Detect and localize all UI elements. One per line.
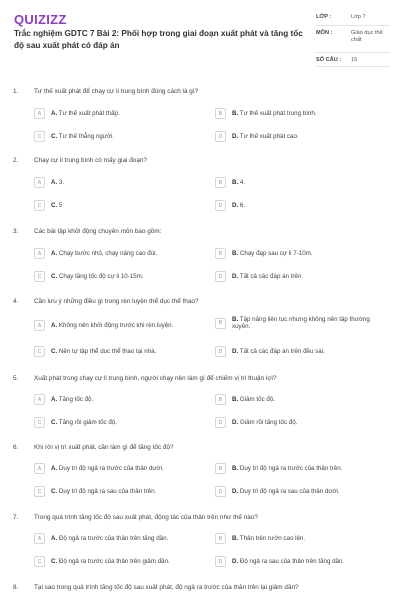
meta-key: LỚP : <box>316 14 332 20</box>
worksheet-header <box>0 0 400 78</box>
option-letter-box[interactable]: B <box>215 533 226 544</box>
option-letter-box[interactable]: D <box>215 556 226 567</box>
option-d[interactable] <box>215 131 385 142</box>
option-content: Tư thế xuất phát thấp. <box>58 109 120 117</box>
option-text <box>51 273 144 280</box>
option-content: Tất cả các đáp án trên đều sai. <box>239 347 325 355</box>
option-label: C. <box>51 132 58 140</box>
option-content: Tư thế xuất phát trung bình. <box>239 109 317 117</box>
option-label: A. <box>51 178 58 186</box>
option-label: C. <box>51 201 58 209</box>
option-b[interactable] <box>215 177 385 188</box>
option-content: Độ ngả ra trước của thân trên giảm dần. <box>58 557 170 565</box>
option-content: 5 <box>58 201 63 209</box>
option-text <box>51 419 117 426</box>
option-label: D. <box>232 347 239 355</box>
question-number: 3. <box>13 228 19 235</box>
option-b[interactable] <box>215 248 385 259</box>
option-letter-box[interactable]: D <box>215 131 226 142</box>
option-label: B. <box>232 395 239 403</box>
option-a[interactable] <box>34 177 204 188</box>
option-c[interactable] <box>34 486 204 497</box>
option-text <box>51 110 120 117</box>
option-b[interactable] <box>215 394 385 405</box>
option-label: C. <box>51 272 58 280</box>
option-content: Tất cả các đáp án trên. <box>239 272 304 280</box>
option-letter-box[interactable]: C <box>34 486 45 497</box>
option-text <box>51 396 93 403</box>
option-letter-box[interactable]: C <box>34 271 45 282</box>
option-letter-box[interactable]: C <box>34 346 45 357</box>
option-content: Tăng rồi giảm tốc độ. <box>58 418 117 426</box>
option-letter-box[interactable]: A <box>34 394 45 405</box>
option-text <box>51 133 114 140</box>
option-label: B. <box>232 534 239 542</box>
option-text <box>232 419 297 426</box>
question-number: 5. <box>13 375 19 382</box>
option-a[interactable] <box>34 108 204 119</box>
option-c[interactable] <box>34 131 204 142</box>
option-letter-box[interactable]: B <box>215 318 226 329</box>
option-label: B. <box>232 464 239 472</box>
option-text <box>51 465 164 472</box>
question-number: 2. <box>13 157 19 164</box>
option-letter-box[interactable]: D <box>215 486 226 497</box>
option-letter-box[interactable]: B <box>215 394 226 405</box>
option-d[interactable] <box>215 556 385 567</box>
option-text <box>232 535 305 542</box>
option-text <box>232 110 317 117</box>
question-number: 4. <box>13 298 19 305</box>
option-letter-box[interactable]: B <box>215 248 226 259</box>
option-text <box>232 396 275 403</box>
option-letter-box[interactable]: C <box>34 200 45 211</box>
option-b[interactable] <box>215 108 385 119</box>
option-content: Duy trì độ ngả ra sau của thân trên. <box>58 487 157 495</box>
option-content: 3. <box>58 178 65 186</box>
option-content: Nên tự tập thể dục thể thao tại nhà. <box>58 347 157 355</box>
option-text <box>51 558 170 565</box>
option-content: Chạy đạp sau cự li 7-10m. <box>239 249 313 257</box>
option-letter-box[interactable]: D <box>215 271 226 282</box>
option-text <box>232 348 325 355</box>
option-text <box>232 273 303 280</box>
option-label: C. <box>51 347 58 355</box>
meta-row-class <box>316 10 390 26</box>
option-text <box>232 465 342 472</box>
option-text <box>232 316 382 331</box>
question-text: Tại sao trong quá trình tăng tốc độ sau xuất phát, độ ngả ra trước của thân trên lại giảm dần? <box>34 584 299 591</box>
option-text <box>51 250 157 257</box>
meta-value: Lớp 7 <box>351 14 366 20</box>
meta-row-subject <box>316 26 390 53</box>
option-content: 6. <box>239 201 246 209</box>
question-text: Các bài tập khởi động chuyên môn bao gồm: <box>34 228 162 235</box>
option-letter-box[interactable]: B <box>215 463 226 474</box>
option-content: Thân trên rướn cao lên. <box>239 534 306 542</box>
option-c[interactable] <box>34 271 204 282</box>
option-text <box>232 202 245 209</box>
option-label: D. <box>232 201 239 209</box>
option-d[interactable] <box>215 486 385 497</box>
option-letter-box[interactable]: D <box>215 200 226 211</box>
meta-key: SỐ CÂU : <box>316 57 342 63</box>
option-letter-box[interactable]: A <box>34 177 45 188</box>
question-text: Trong quá trình tăng tốc độ sau xuất phát, động tác của thân trên như thế nào? <box>34 514 258 521</box>
option-b[interactable] <box>215 316 385 331</box>
option-letter-box[interactable]: B <box>215 108 226 119</box>
option-label: D. <box>232 272 239 280</box>
question-text: Khi rời vị trí xuất phát, cần làm gì để tăng tốc độ? <box>34 444 174 451</box>
option-c[interactable] <box>34 417 204 428</box>
option-a[interactable] <box>34 320 204 331</box>
option-letter-box[interactable]: A <box>34 533 45 544</box>
option-a[interactable] <box>34 463 204 474</box>
option-a[interactable] <box>34 248 204 259</box>
option-text <box>232 179 245 186</box>
meta-value: Giáo dục thể chất <box>351 30 383 43</box>
option-text <box>51 348 156 355</box>
option-text <box>51 179 64 186</box>
option-text <box>51 488 156 495</box>
option-letter-box[interactable]: A <box>34 248 45 259</box>
option-letter-box[interactable]: A <box>34 463 45 474</box>
option-c[interactable] <box>34 200 204 211</box>
option-content: Duy trì độ ngả ra trước của thân trên. <box>239 464 343 472</box>
option-d[interactable] <box>215 417 385 428</box>
worksheet-title: Trắc nghiệm GDTC 7 Bài 2: Phối hợp trong giai đoạn xuất phát và tăng tốc độ sau xuất phát có đáp án <box>14 29 303 50</box>
option-content: Giảm tốc độ. <box>239 395 275 403</box>
option-label: A. <box>51 534 58 542</box>
option-content: Tư thế thẳng người. <box>58 132 115 140</box>
question-number: 8. <box>13 584 19 591</box>
meta-key: MÔN : <box>316 30 333 36</box>
option-label: D. <box>232 132 239 140</box>
option-text <box>51 535 168 542</box>
option-content: Độ ngả ra trước của thân trên tăng dần. <box>58 534 169 542</box>
option-letter-box[interactable]: B <box>215 177 226 188</box>
option-b[interactable] <box>215 533 385 544</box>
question-text: Tư thế xuất phát để chạy cự li trung bình đúng cách là gì? <box>34 88 199 95</box>
option-letter-box[interactable]: D <box>215 346 226 357</box>
option-c[interactable] <box>34 346 204 357</box>
option-b[interactable] <box>215 463 385 474</box>
option-content: Tư thế xuất phát cao. <box>239 132 299 140</box>
option-content: Tập nâng liên tục nhưng không nên tập thường xuyên. <box>232 316 370 331</box>
option-text <box>232 488 340 495</box>
option-label: D. <box>232 557 239 565</box>
question-number: 7. <box>13 514 19 521</box>
option-letter-box[interactable]: C <box>34 556 45 567</box>
option-text <box>232 250 313 257</box>
option-label: D. <box>232 487 239 495</box>
option-text <box>51 202 62 209</box>
question-number: 6. <box>13 444 19 451</box>
option-label: B. <box>232 249 239 257</box>
option-label: C. <box>51 557 58 565</box>
option-content: Chạy tăng tốc độ cự li 10-15m. <box>58 272 144 280</box>
option-letter-box[interactable]: D <box>215 417 226 428</box>
option-content: Giảm rồi tăng tốc độ. <box>239 418 298 426</box>
option-label: D. <box>232 418 239 426</box>
option-content: Duy trì độ ngả ra trước của thân dưới. <box>58 464 164 472</box>
question-text: Xuất phát trong chạy cự li trung bình, người chạy nên làm gì để chiếm vị trí thuận lợi? <box>34 375 277 382</box>
option-label: B. <box>232 109 239 117</box>
option-label: A. <box>51 109 58 117</box>
worksheet-meta-table <box>316 10 390 67</box>
option-label: C. <box>51 487 58 495</box>
option-d[interactable] <box>215 271 385 282</box>
option-label: A. <box>51 321 58 329</box>
option-d[interactable] <box>215 200 385 211</box>
option-content: Tăng tốc độ. <box>58 395 94 403</box>
option-content: Độ ngả ra sau của thân trên tăng dần. <box>239 557 345 565</box>
option-content: Chạy bước nhỏ, chạy nâng cao đùi. <box>58 249 158 257</box>
option-a[interactable] <box>34 533 204 544</box>
option-letter-box[interactable]: A <box>34 108 45 119</box>
option-label: A. <box>51 249 58 257</box>
option-label: C. <box>51 418 58 426</box>
meta-row-count <box>316 53 390 67</box>
option-a[interactable] <box>34 394 204 405</box>
option-text <box>232 133 299 140</box>
option-text <box>232 558 344 565</box>
option-content: Không nên khởi động trước khi rèn luyện. <box>58 321 174 329</box>
option-c[interactable] <box>34 556 204 567</box>
option-content: Duy trì độ ngả ra sau của thân dưới. <box>239 487 340 495</box>
option-label: A. <box>51 395 58 403</box>
option-text <box>51 322 173 329</box>
option-label: B. <box>232 316 239 323</box>
option-d[interactable] <box>215 346 385 357</box>
option-content: 4. <box>239 178 246 186</box>
option-letter-box[interactable]: C <box>34 131 45 142</box>
option-letter-box[interactable]: A <box>34 320 45 331</box>
quizizz-logo: QUIZIZZ <box>14 12 67 27</box>
option-letter-box[interactable]: C <box>34 417 45 428</box>
question-text: Chạy cự li trung bình có mấy giai đoạn? <box>34 157 147 164</box>
meta-value: 15 <box>351 57 358 63</box>
option-label: B. <box>232 178 239 186</box>
question-text: Cần lưu ý những điều gì trong rèn luyện thể dục thể thao? <box>34 298 199 305</box>
option-label: A. <box>51 464 58 472</box>
question-number: 1. <box>13 88 19 95</box>
